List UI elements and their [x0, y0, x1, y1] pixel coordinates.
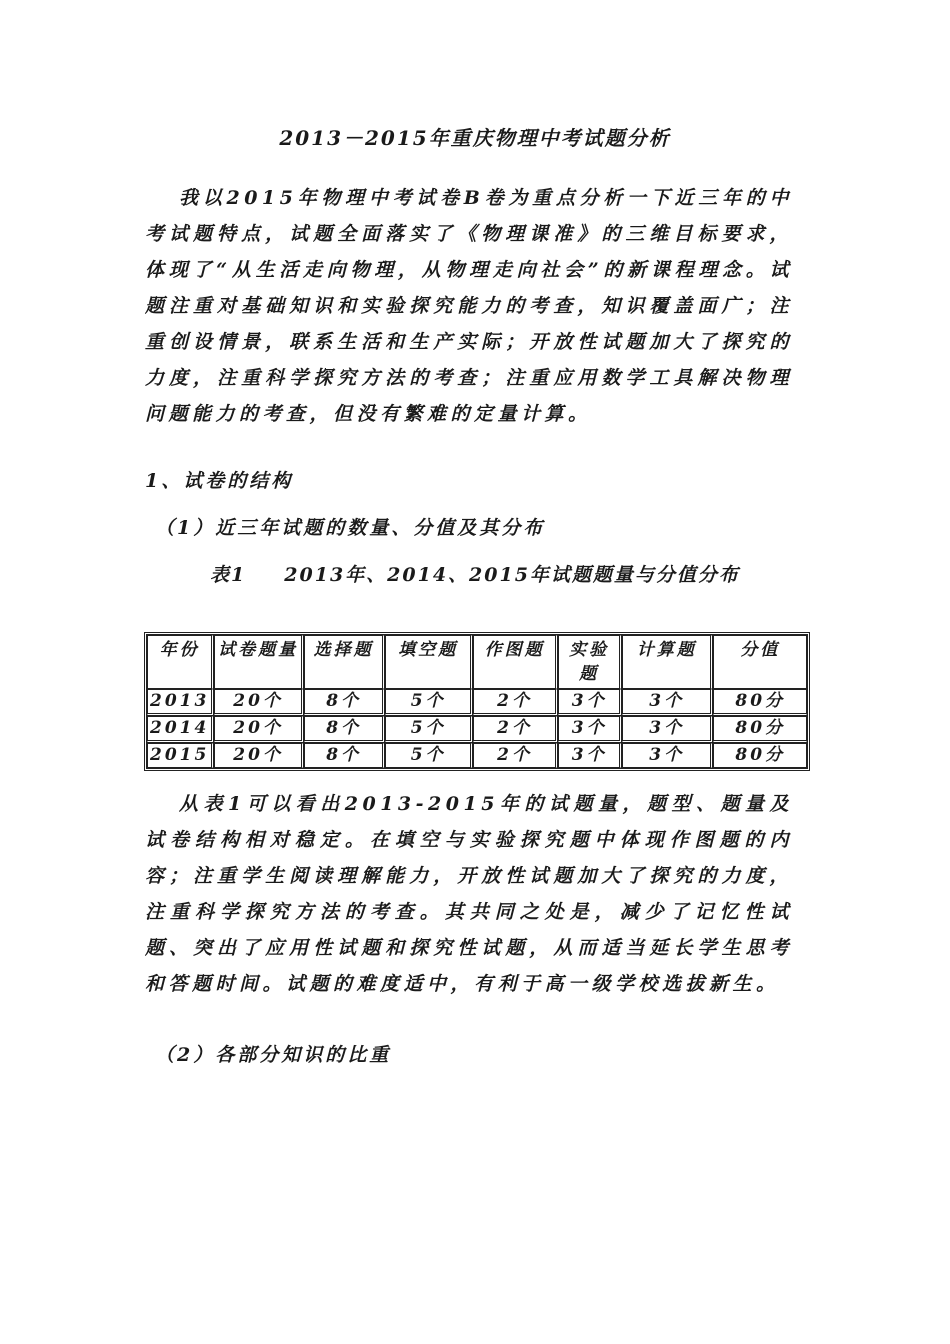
document-title: 2013－2015年重庆物理中考试题分析: [279, 126, 671, 150]
table-header-cell: 作图题: [473, 635, 558, 689]
subsection-heading: （1）近三年试题的数量、分值及其分布: [155, 517, 546, 539]
table-header-cell: 年份: [147, 635, 214, 689]
table-cell: 8个: [304, 743, 386, 768]
subsection-heading: （2）各部分知识的比重: [155, 1044, 392, 1066]
table-cell: 3个: [622, 716, 713, 743]
table-cell: 3个: [558, 689, 622, 716]
distribution-table: [144, 632, 810, 771]
table-cell: 20个: [214, 743, 304, 768]
table-cell: 5个: [385, 743, 472, 768]
table-header-cell: 选择题: [304, 635, 386, 689]
table-cell: 20个: [214, 689, 304, 716]
table-header-cell: 实验题: [558, 635, 622, 689]
table-cell: 2015: [147, 743, 214, 768]
table-header-cell: 计算题: [622, 635, 713, 689]
table-header-cell: 试卷题量: [214, 635, 304, 689]
intro-paragraph: 我以2015年物理中考试卷B卷为重点分析一下近三年的中考试题特点，试题全面落实了《物理课准》的三维目标要求，体现了“从生活走向物理，从物理走向社会”的新课程理念。试题注重对基础知识和实验探究能力的考查，知识覆盖面广；注重创设情景，联系生活和生产实际；开放性试题加大了探究的力度，注重科学探究方法的考查；注重应用数学工具解决物理问题能力的考查，但没有繁难的定量计算。: [145, 187, 793, 425]
table-caption-label: 表1: [210, 564, 247, 586]
table-cell: 2个: [473, 743, 558, 768]
table-cell: 3个: [622, 689, 713, 716]
table-caption-text: 2013年、2014、2015年试题题量与分值分布: [284, 564, 740, 586]
table-cell: 5个: [385, 689, 472, 716]
table-cell: 5个: [385, 716, 472, 743]
table-cell: 3个: [558, 743, 622, 768]
table-row: [147, 743, 807, 768]
table-cell: 80分: [713, 716, 807, 743]
section-heading: 1、试卷的结构: [145, 470, 294, 492]
table-cell: 3个: [622, 743, 713, 768]
table-row: [147, 716, 807, 743]
table-header-row: [147, 635, 807, 689]
table-cell: 2013: [147, 689, 214, 716]
table-cell: 3个: [558, 716, 622, 743]
table-cell: 2个: [473, 716, 558, 743]
table-cell: 2个: [473, 689, 558, 716]
table-cell: 80分: [713, 743, 807, 768]
table-header-cell: 填空题: [385, 635, 472, 689]
table-cell: 8个: [304, 716, 386, 743]
table-header-cell: 分值: [713, 635, 807, 689]
table-caption: [0, 560, 950, 587]
table-cell: 80分: [713, 689, 807, 716]
table-row: [147, 689, 807, 716]
table-cell: 2014: [147, 716, 214, 743]
table-cell: 20个: [214, 716, 304, 743]
analysis-paragraph: 从表1可以看出2013-2015年的试题量，题型、题量及试卷结构相对稳定。在填空与实验探究题中体现作图题的内容；注重学生阅读理解能力，开放性试题加大了探究的力度，注重科学探究方法的考查。其共同之处是，减少了记忆性试题、突出了应用性试题和探究性试题，从而适当延长学生思考和答题时间。试题的难度适中，有利于高一级学校选拔新生。: [145, 793, 793, 995]
table-cell: 8个: [304, 689, 386, 716]
